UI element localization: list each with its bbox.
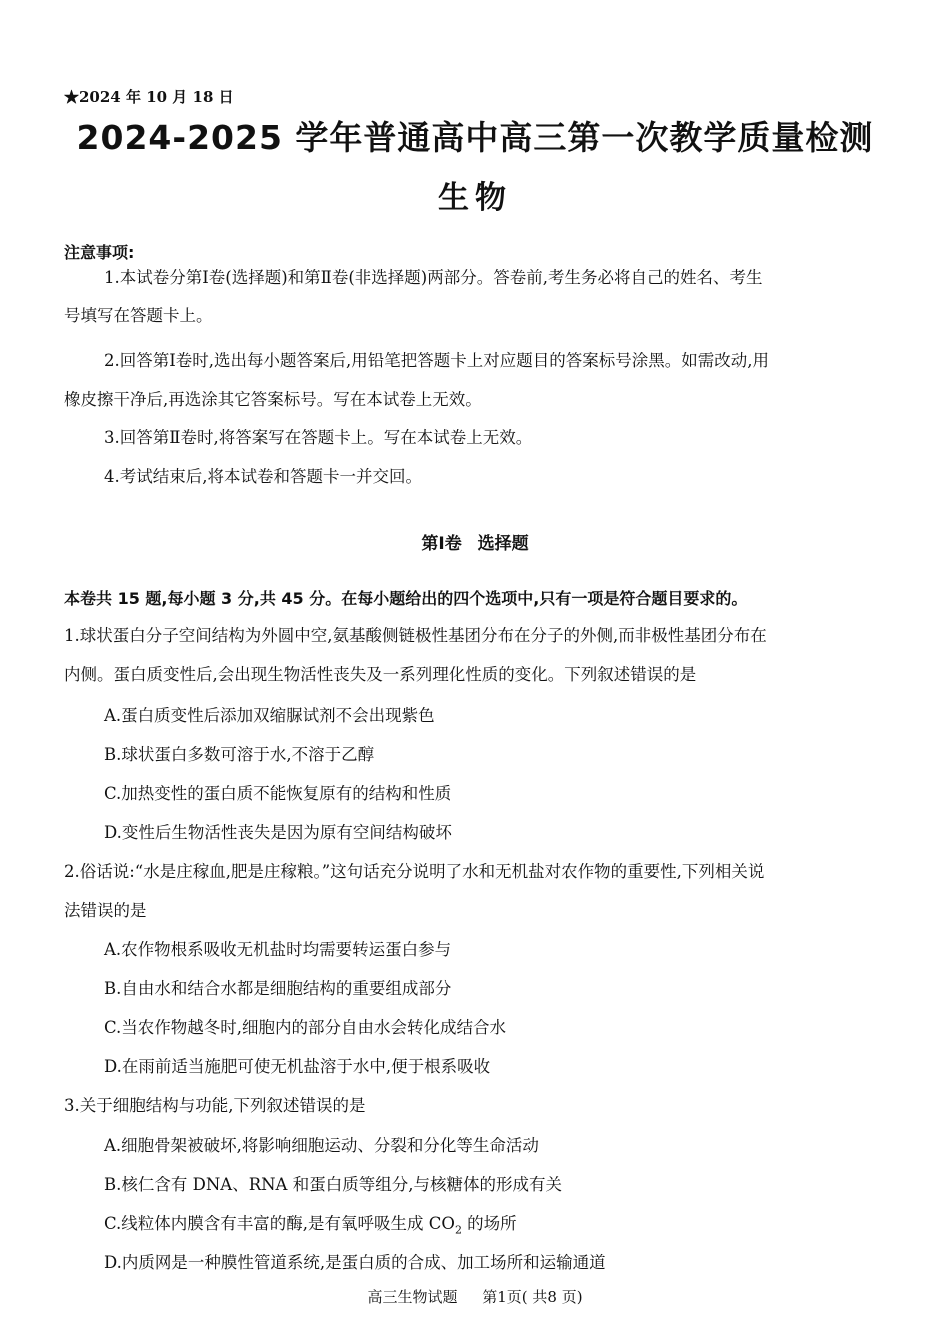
footer-page-info: 第1页( 共8 页) xyxy=(482,1288,583,1306)
q1-option-d: D.变性后生物活性丧失是因为原有空间结构破坏 xyxy=(104,823,452,842)
page-footer xyxy=(0,1286,950,1307)
exam-title: 2024-2025 学年普通高中高三第一次教学质量检测 xyxy=(76,118,874,157)
exam-subject: 生物 xyxy=(438,180,512,216)
notice-item-1-line-1: 1.本试卷分第Ⅰ卷(选择题)和第Ⅱ卷(非选择题)两部分。答卷前,考生务必将自己的姓名、考生 xyxy=(104,268,763,287)
section-instruction: 本卷共 15 题,每小题 3 分,共 45 分。在每小题给出的四个选项中,只有一项是符合题目要求的。 xyxy=(64,589,748,608)
exam-date: ★2024 年 10 月 18 日 xyxy=(64,88,234,106)
q3-option-a: A.细胞骨架被破坏,将影响细胞运动、分裂和分化等生命活动 xyxy=(104,1136,539,1155)
q3-stem: 3.关于细胞结构与功能,下列叙述错误的是 xyxy=(64,1096,366,1115)
q2-option-d: D.在雨前适当施肥可使无机盐溶于水中,便于根系吸收 xyxy=(104,1057,491,1076)
q2-stem-line-2: 法错误的是 xyxy=(64,901,147,920)
q1-option-c: C.加热变性的蛋白质不能恢复原有的结构和性质 xyxy=(104,784,452,803)
notice-item-1-line-2: 号填写在答题卡上。 xyxy=(64,306,213,325)
notice-item-2-line-1: 2.回答第Ⅰ卷时,选出每小题答案后,用铅笔把答题卡上对应题目的答案标号涂黑。如需改动,用 xyxy=(104,351,769,370)
q1-stem-line-2: 内侧。蛋白质变性后,会出现生物活性丧失及一系列理化性质的变化。下列叙述错误的是 xyxy=(64,665,697,684)
q2-stem-line-1: 2.俗话说:“水是庄稼血,肥是庄稼粮。”这句话充分说明了水和无机盐对农作物的重要性,下列相关说 xyxy=(64,862,765,881)
q3-option-c xyxy=(104,1214,517,1236)
notice-item-3: 3.回答第Ⅱ卷时,将答案写在答题卡上。写在本试卷上无效。 xyxy=(104,428,533,447)
q2-option-c: C.当农作物越冬时,细胞内的部分自由水会转化成结合水 xyxy=(104,1018,507,1037)
notice-item-4: 4.考试结束后,将本试卷和答题卡一并交回。 xyxy=(104,467,422,486)
q2-option-b: B.自由水和结合水都是细胞结构的重要组成部分 xyxy=(104,979,452,998)
q1-option-b: B.球状蛋白多数可溶于水,不溶于乙醇 xyxy=(104,745,375,764)
section-title: 第Ⅰ卷 选择题 xyxy=(421,534,529,554)
q3-option-c-text: C.线粒体内膜含有丰富的酶,是有氧呼吸生成 CO xyxy=(104,1214,455,1233)
footer-exam-name: 高三生物试题 xyxy=(367,1288,458,1306)
q1-option-a: A.蛋白质变性后添加双缩脲试剂不会出现紫色 xyxy=(104,706,435,725)
q1-stem-line-1: 1.球状蛋白分子空间结构为外圆中空,氨基酸侧链极性基团分布在分子的外侧,而非极性基团分布在 xyxy=(64,626,767,645)
q2-option-a: A.农作物根系吸收无机盐时均需要转运蛋白参与 xyxy=(104,940,452,959)
q3-option-c-subscript: 2 xyxy=(454,1223,462,1237)
q3-option-c-suffix: 的场所 xyxy=(461,1214,517,1233)
q3-option-d: D.内质网是一种膜性管道系统,是蛋白质的合成、加工场所和运输通道 xyxy=(104,1253,606,1272)
notice-heading: 注意事项: xyxy=(64,243,135,262)
notice-item-2-line-2: 橡皮擦干净后,再选涂其它答案标号。写在本试卷上无效。 xyxy=(64,390,482,409)
q3-option-b: B.核仁含有 DNA、RNA 和蛋白质等组分,与核糖体的形成有关 xyxy=(104,1175,562,1194)
